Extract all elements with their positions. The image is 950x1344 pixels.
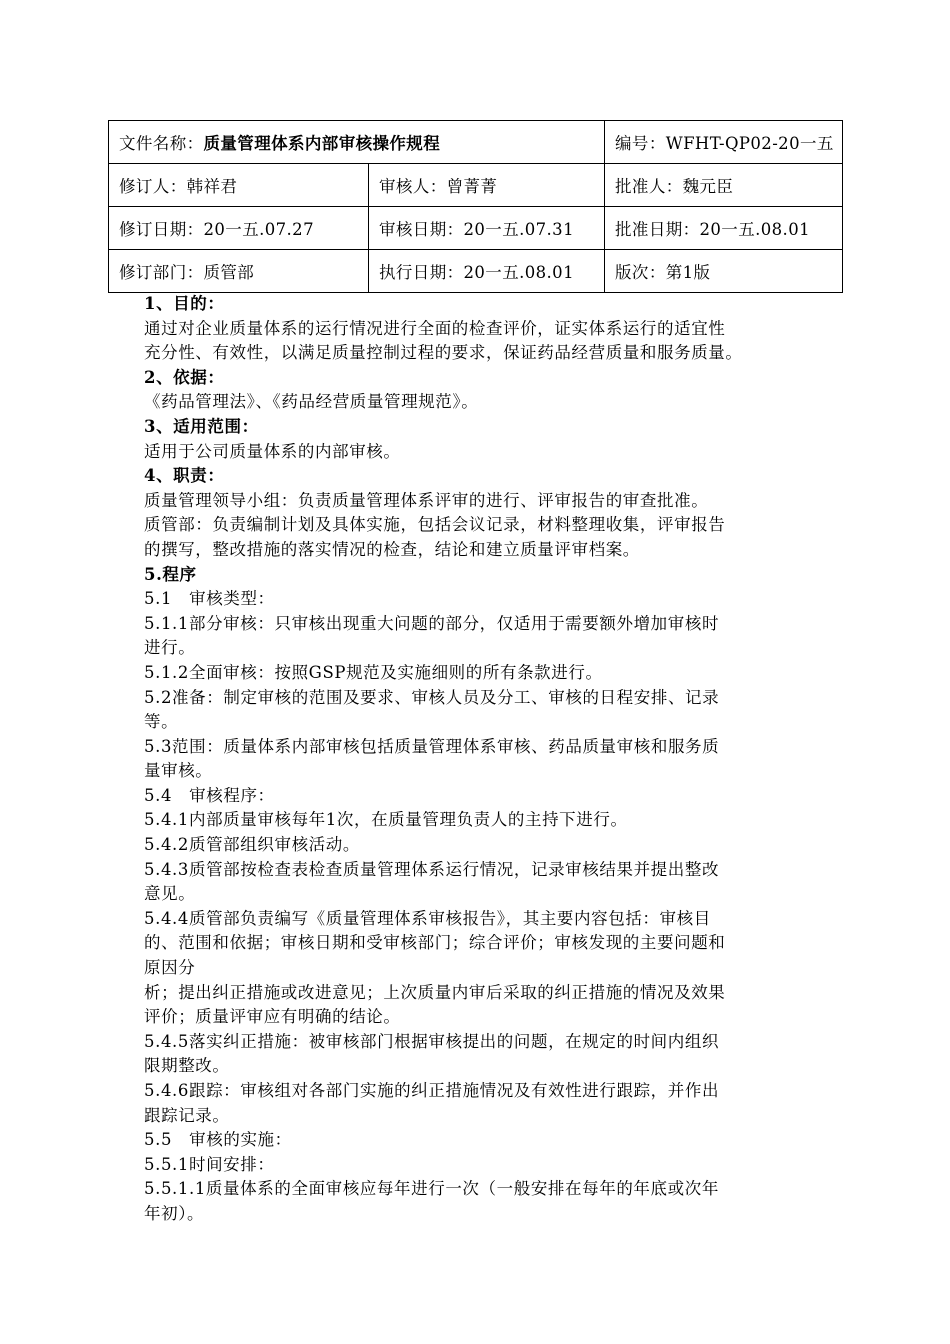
document-header-table (108, 120, 843, 293)
revise-dept: 修订部门：质管部 (109, 250, 369, 293)
section-heading: 3、适用范围： (144, 416, 259, 436)
exec-date: 执行日期：20一五.08.01 (369, 250, 605, 293)
body-line: 5.2准备：制定审核的范围及要求、审核人员及分工、审核的日程安排、记录 (144, 687, 720, 707)
body-line: 5.1.2全面审核：按照GSP规范及实施细则的所有条款进行。 (144, 662, 603, 682)
body-line: 等。 (144, 712, 179, 732)
body-line: 的、范围和依据；审核日期和受审核部门；综合评价；审核发现的主要问题和 (144, 933, 726, 953)
body-line: 充分性、有效性，以满足质量控制过程的要求，保证药品经营质量和服务质量。 (144, 343, 743, 363)
file-title-label: 文件名称： (119, 134, 204, 153)
body-line: 5.4.6跟踪：审核组对各部门实施的纠正措施情况及有效性进行跟踪，并作出 (144, 1081, 720, 1100)
header-row-title (109, 121, 843, 164)
version: 版次：第1版 (605, 250, 843, 293)
header-row-dept (109, 250, 843, 293)
body-line: 5.1 审核类型： (144, 589, 275, 609)
body-line: 通过对企业质量体系的运行情况进行全面的检查评价，证实体系运行的适宜性 (144, 318, 726, 338)
body-line: 跟踪记录。 (144, 1105, 230, 1125)
section-heading: 5.程序 (144, 564, 197, 584)
body-line: 的撰写，整改措施的落实情况的检查，结论和建立质量评审档案。 (144, 539, 640, 559)
header-row-dates (109, 207, 843, 250)
section-heading: 1、目的： (144, 294, 225, 313)
review-date: 审核日期：20一五.07.31 (369, 207, 605, 250)
document-body (144, 292, 816, 1227)
body-line: 进行。 (144, 638, 196, 658)
section-heading: 2、依据： (144, 367, 225, 387)
body-line: 原因分 (144, 958, 196, 978)
section-heading: 4、职责： (144, 466, 225, 486)
body-line: 5.4.1内部质量审核每年1次，在质量管理负责人的主持下进行。 (144, 810, 628, 830)
body-line: 意见。 (144, 884, 196, 904)
body-line: 5.5.1.1质量体系的全面审核应每年进行一次（一般安排在每年的年底或次年 (144, 1179, 719, 1199)
body-line: 质量管理领导小组：负责质量管理体系评审的进行、评审报告的审查批准。 (144, 490, 709, 510)
body-line: 5.4.3质管部按检查表检查质量管理体系运行情况，记录审核结果并提出整改 (144, 859, 720, 879)
reviser: 修订人：韩祥君 (109, 164, 369, 207)
body-line: 5.4 审核程序： (144, 785, 275, 805)
document-code: 编号：WFHT-QP02-20一五 (605, 121, 843, 164)
body-line: 5.4.5落实纠正措施：被审核部门根据审核提出的问题，在规定的时间内组织 (144, 1031, 720, 1051)
body-line: 5.4.4质管部负责编写《质量管理体系审核报告》，其主要内容包括：审核目 (144, 908, 711, 928)
body-line: 5.3范围：质量体系内部审核包括质量管理体系审核、药品质量审核和服务质 (144, 736, 720, 756)
body-line: 5.1.1部分审核：只审核出现重大问题的部分，仅适用于需要额外增加审核时 (144, 613, 720, 633)
body-line: 《药品管理法》、《药品经营质量管理规范》。 (144, 392, 479, 412)
reviewer: 审核人：曾菁菁 (369, 164, 605, 207)
body-line: 5.4.2质管部组织审核活动。 (144, 835, 360, 855)
header-row-people (109, 164, 843, 207)
body-line: 量审核。 (144, 761, 213, 781)
body-line: 5.5 审核的实施： (144, 1130, 292, 1150)
body-line: 适用于公司质量体系的内部审核。 (144, 441, 401, 461)
body-line: 评价；质量评审应有明确的结论。 (144, 1007, 401, 1027)
body-line: 年初）。 (144, 1203, 205, 1223)
body-line: 析；提出纠正措施或改进意见；上次质量内审后采取的纠正措施的情况及效果 (144, 982, 726, 1002)
approver: 批准人：魏元臣 (605, 164, 843, 207)
body-line: 限期整改。 (144, 1056, 230, 1076)
revise-date: 修订日期：20一五.07.27 (109, 207, 369, 250)
approve-date: 批准日期：20一五.08.01 (605, 207, 843, 250)
file-title: 质量管理体系内部审核操作规程 (203, 134, 441, 153)
body-line: 5.5.1时间安排： (144, 1154, 275, 1174)
file-title-cell (109, 121, 605, 164)
body-line: 质管部：负责编制计划及具体实施，包括会议记录，材料整理收集，评审报告 (144, 515, 726, 535)
